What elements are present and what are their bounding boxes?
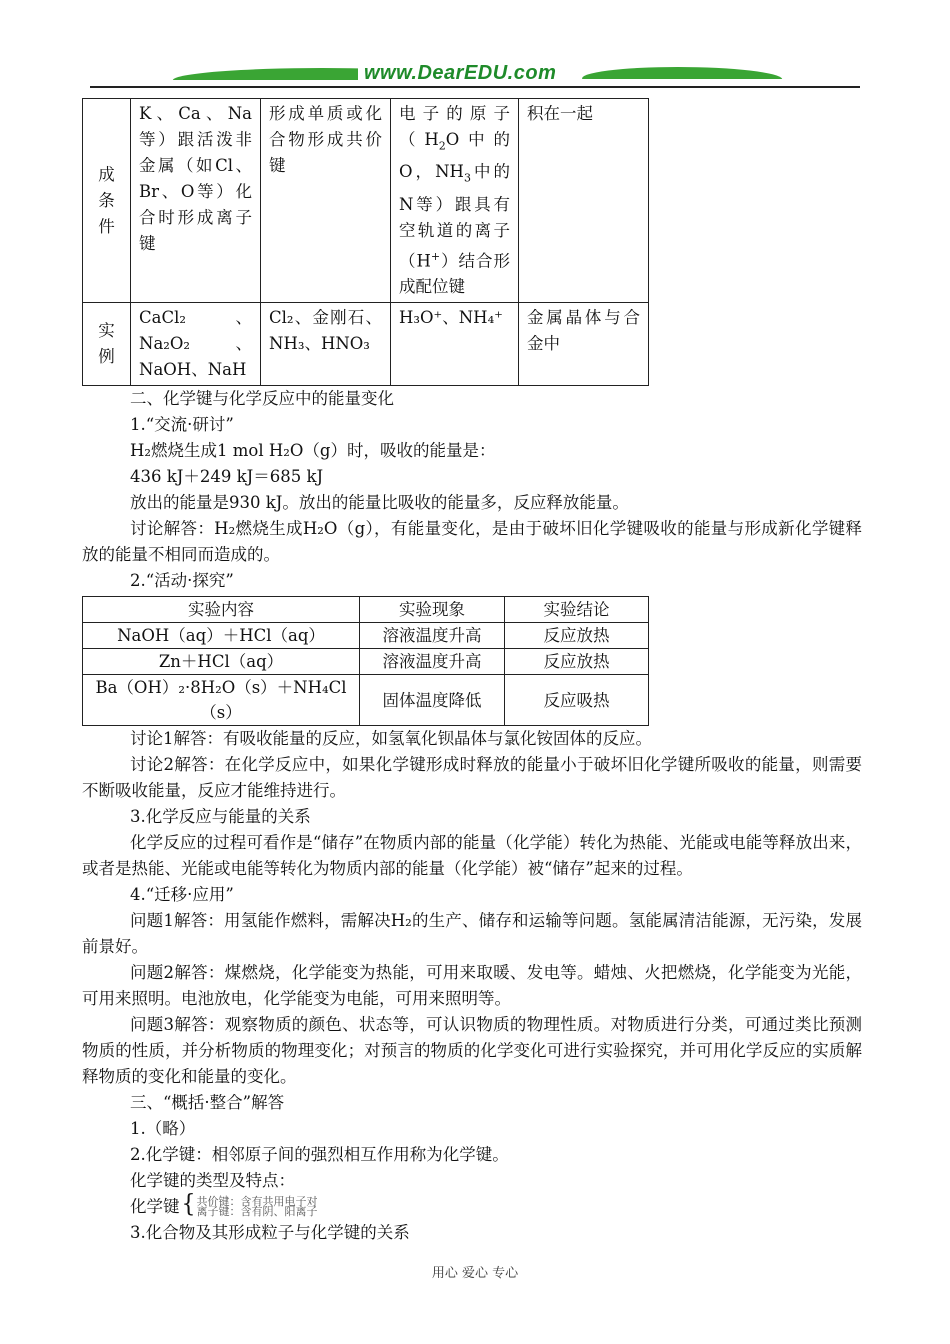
table-cell: 电子的原子（$H_2O$中的O，$NH_3$中的N等）跟具有空轨道的离子（H+）结合形成配位键 bbox=[391, 99, 519, 303]
paragraph: 问题2解答：煤燃烧，化学能变为热能，可用来取暖、发电等。蜡烛、火把燃烧，化学能变为光能，可用来照明。电池放电，化学能变为电能，可用来照明等。 bbox=[82, 963, 862, 1009]
section-heading: 二、化学键与化学反应中的能量变化 bbox=[130, 389, 394, 409]
subsection-heading: 3.化学反应与能量的关系 bbox=[130, 807, 311, 827]
paragraph: 436 kJ＋249 kJ＝685 kJ bbox=[130, 467, 324, 487]
paragraph: 讨论解答：H₂燃烧生成H₂O（g），有能量变化，是由于破坏旧化学键吸收的能量与形成新化学键释放的能量不相同而造成的。 bbox=[82, 519, 862, 565]
paragraph: 1.（略） bbox=[130, 1119, 196, 1139]
table-row bbox=[83, 303, 649, 386]
page-footer: 用心 爱心 专心 bbox=[431, 1266, 519, 1281]
row-header: 成条件 bbox=[83, 99, 131, 303]
column-header: 实验内容 bbox=[83, 597, 360, 623]
table-header-row bbox=[83, 597, 649, 623]
paragraph: 问题3解答：观察物质的颜色、状态等，可认识物质的物理性质。对物质进行分类，可通过类比预测物质的性质，并分析物质的物理变化；对预言的物质的化学变化可进行实验探究，并可用化学反应的实质解释物质的变化和能量的变化。 bbox=[82, 1015, 862, 1087]
table-cell: 反应放热 bbox=[505, 623, 649, 649]
table-row bbox=[83, 649, 649, 675]
table-row bbox=[83, 623, 649, 649]
site-logo: www.DearEDU.com bbox=[358, 62, 562, 85]
bracket-label: 化学键 bbox=[130, 1197, 180, 1217]
table-cell: K、Ca、Na等）跟活泼非金属（如Cl、Br、O等）化合时形成离子键 bbox=[131, 99, 261, 303]
table-cell: 溶液温度升高 bbox=[360, 623, 505, 649]
bracket-lines: 共价键：含有共用电子对 离子键：含有阴、阳离子 bbox=[196, 1195, 318, 1219]
table-cell: 形成单质或化合物形成共价键 bbox=[261, 99, 391, 303]
table-row bbox=[83, 675, 649, 726]
table-cell: 金属晶体与合金中 bbox=[519, 303, 649, 386]
subsection-heading: 4.“迁移·应用” bbox=[130, 885, 234, 905]
brace-icon: { bbox=[181, 1190, 196, 1219]
bond-type-bracket bbox=[82, 1190, 862, 1220]
paragraph: 化学键的类型及特点： bbox=[130, 1171, 295, 1191]
table-row bbox=[83, 99, 649, 303]
table-cell: H₃O⁺、NH₄⁺ bbox=[391, 303, 519, 386]
paragraph: 3.化合物及其形成粒子与化学键的关系 bbox=[130, 1223, 410, 1243]
table-cell: 积在一起 bbox=[519, 99, 649, 303]
table-cell: 溶液温度升高 bbox=[360, 649, 505, 675]
row-header: 实例 bbox=[83, 303, 131, 386]
paragraph: 化学反应的过程可看作是“储存”在物质内部的能量（化学能）转化为热能、光能或电能等释放出来，或者是热能、光能或电能等转化为物质内部的能量（化学能）被“储存”起来的过程。 bbox=[82, 833, 862, 879]
table-cell: CaCl₂、Na₂O₂、NaOH、NaH bbox=[131, 303, 261, 386]
subsection-heading: 2.“活动·探究” bbox=[130, 571, 234, 591]
column-header: 实验结论 bbox=[505, 597, 649, 623]
paragraph: H₂燃烧生成1 mol H₂O（g）时，吸收的能量是： bbox=[130, 441, 496, 461]
paragraph: 讨论2解答：在化学反应中，如果化学键形成时释放的能量小于破坏旧化学键所吸收的能量，则需要不断吸收能量，反应才能维持进行。 bbox=[82, 755, 862, 801]
table-cell: Ba（OH）₂·8H₂O（s）＋NH₄Cl（s） bbox=[83, 675, 360, 726]
table-cell: 反应吸热 bbox=[505, 675, 649, 726]
paragraph: 放出的能量是930 kJ。放出的能量比吸收的能量多，反应释放能量。 bbox=[130, 493, 629, 513]
table-cell: 反应放热 bbox=[505, 649, 649, 675]
column-header: 实验现象 bbox=[360, 597, 505, 623]
section-heading: 三、“概括·整合”解答 bbox=[130, 1093, 285, 1113]
table-cell: Cl₂、金刚石、NH₃、HNO₃ bbox=[261, 303, 391, 386]
page-header bbox=[90, 60, 860, 90]
document-body bbox=[82, 98, 862, 1246]
experiment-table bbox=[82, 596, 649, 726]
paragraph: 2.化学键：相邻原子间的强烈相互作用称为化学键。 bbox=[130, 1145, 509, 1165]
paragraph: 讨论1解答：有吸收能量的反应，如氢氧化钡晶体与氯化铵固体的反应。 bbox=[130, 729, 652, 749]
paragraph: 问题1解答：用氢能作燃料，需解决H₂的生产、储存和运输等问题。氢能属清洁能源，无污染，发展前景好。 bbox=[82, 911, 862, 957]
table-cell: Zn＋HCl（aq） bbox=[83, 649, 360, 675]
table-cell: NaOH（aq）＋HCl（aq） bbox=[83, 623, 360, 649]
bond-types-table bbox=[82, 98, 649, 386]
header-rule bbox=[90, 86, 860, 88]
header-swoosh-right bbox=[578, 67, 782, 79]
subsection-heading: 1.“交流·研讨” bbox=[130, 415, 234, 435]
table-cell: 固体温度降低 bbox=[360, 675, 505, 726]
